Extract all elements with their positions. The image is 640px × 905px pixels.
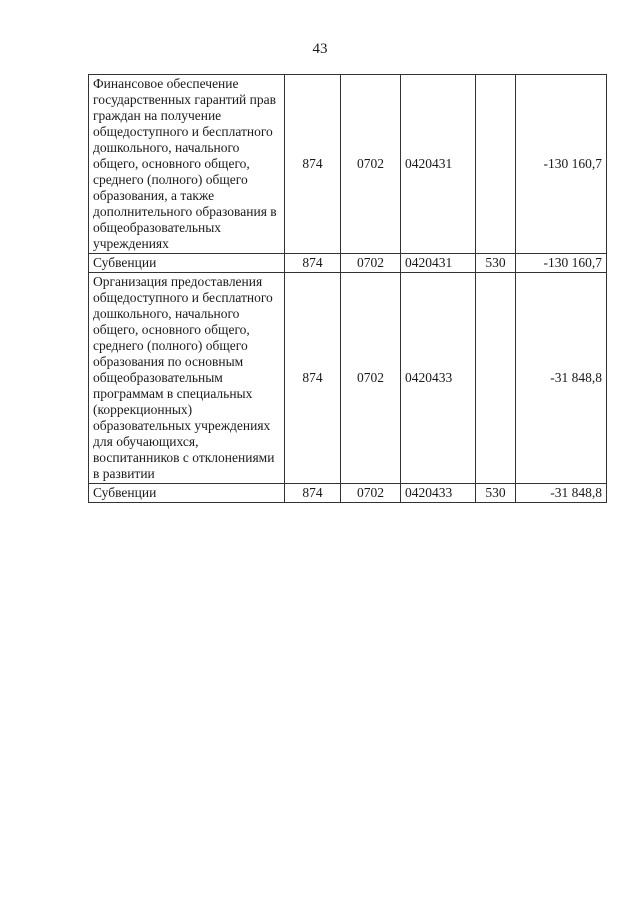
- sum-cell: -130 160,7: [516, 75, 607, 254]
- budget-table: [88, 74, 607, 503]
- table-row: [89, 484, 607, 503]
- csr-cell: 0420433: [401, 484, 476, 503]
- ved-cell: 874: [285, 75, 341, 254]
- page-number: 43: [312, 41, 328, 57]
- rzpr-cell: 0702: [341, 254, 401, 273]
- sum-cell: -31 848,8: [516, 273, 607, 484]
- ved-cell: 874: [285, 254, 341, 273]
- row-name-cell: Финансовое обеспечение государственных гарантий прав граждан на получение общедоступного и бесплатного дошкольного, начального общего, основного общего, среднего (полного) общего образования, а также дополнительного образования в общеобразовательных учреждениях: [89, 75, 285, 254]
- sum-cell: -31 848,8: [516, 484, 607, 503]
- table-row: [89, 254, 607, 273]
- rzpr-cell: 0702: [341, 75, 401, 254]
- row-name-cell: Организация предоставления общедоступного и бесплатного дошкольного, начального общего, основного общего, среднего (полного) общего образования по основным общеобразовательным программам в специальных (коррекционных) образовательных учреждениях для обучающихся, воспитанников с отклонениями в развитии: [89, 273, 285, 484]
- row-name-cell: Субвенции: [89, 484, 285, 503]
- vr-cell: [476, 75, 516, 254]
- rzpr-cell: 0702: [341, 273, 401, 484]
- row-name-cell: Субвенции: [89, 254, 285, 273]
- ved-cell: 874: [285, 484, 341, 503]
- csr-cell: 0420431: [401, 75, 476, 254]
- vr-cell: [476, 273, 516, 484]
- table-row: [89, 273, 607, 484]
- sum-cell: -130 160,7: [516, 254, 607, 273]
- csr-cell: 0420431: [401, 254, 476, 273]
- table-row: [89, 75, 607, 254]
- csr-cell: 0420433: [401, 273, 476, 484]
- vr-cell: 530: [476, 254, 516, 273]
- ved-cell: 874: [285, 273, 341, 484]
- vr-cell: 530: [476, 484, 516, 503]
- rzpr-cell: 0702: [341, 484, 401, 503]
